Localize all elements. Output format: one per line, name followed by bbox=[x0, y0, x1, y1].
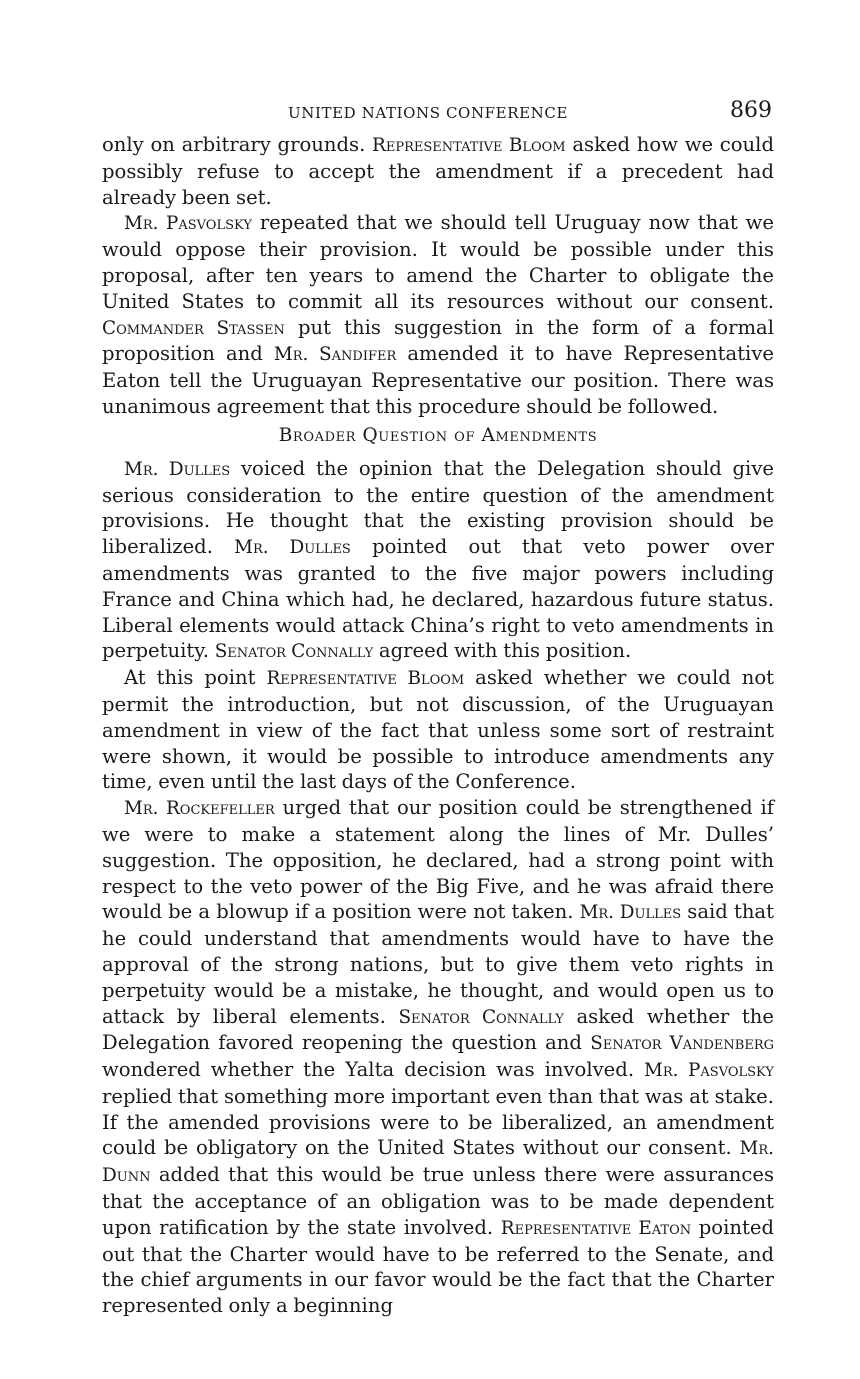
speaker-name: Mr. Dulles bbox=[124, 458, 231, 480]
speaker-name: Mr. Dunn bbox=[102, 1138, 774, 1187]
running-title: UNITED NATIONS CONFERENCE bbox=[288, 104, 569, 122]
paragraph-2 bbox=[102, 210, 774, 419]
text-run: pointed out that veto power over amendments was granted to the five major powers including France and China which had, he declared, hazardous future status. Liberal elements would attack China’s right to veto amendments in perpetuity. bbox=[102, 535, 774, 663]
text-run: only on arbitrary grounds. bbox=[102, 133, 373, 156]
text-run: agreed with this position. bbox=[373, 639, 632, 663]
speaker-name: Representative Bloom bbox=[372, 135, 566, 156]
text-run: pointed out that the Charter would have to be referred to the Senate, and the chief arguments in our favor would be the fact that the Charter represented only a beginning bbox=[102, 1215, 774, 1318]
text-run: amended it to have Representative Eaton tell the Uruguayan Representative our position. There was unanimous agreement that this procedure should be followed. bbox=[102, 342, 774, 418]
text-run: said that he could understand that amendments would have to have the approval of the strong nations, but to give them veto rights in perpetuity would be a mistake, he thought, and would open us to attack by liberal elements. bbox=[102, 900, 774, 1028]
paragraph-3 bbox=[102, 456, 774, 665]
speaker-name: Mr. Rockefeller bbox=[124, 798, 275, 820]
paragraph-1 bbox=[102, 132, 774, 210]
text-run: asked how we could possibly refuse to accept the amendment if a precedent had already been set. bbox=[102, 133, 774, 209]
text-run: repeated that we should tell Uruguay now that we would oppose their provision. It would be possible under this proposal, after ten years to amend the Charter to obligate the United States to commit all its resources without our consent. bbox=[102, 211, 774, 313]
speaker-name: Senator Connally bbox=[398, 1006, 564, 1028]
text-run: At this point bbox=[124, 666, 267, 690]
speaker-name: Representative Eaton bbox=[500, 1217, 692, 1239]
paragraph-4 bbox=[102, 665, 774, 795]
speaker-name: Mr. Sandifer bbox=[273, 344, 397, 366]
section-heading: Broader Question of Amendments bbox=[278, 424, 598, 446]
speaker-name: Mr. Pasvolsky bbox=[644, 1060, 775, 1082]
text-run: replied that something more important even than that was at stake. If the amended provisions were to be liberalized, an amendment could be obligatory on the United States without our consent. bbox=[102, 1084, 774, 1160]
text-run: urged that our position could be strengthened if we were to make a statement along the lines of Mr. Dulles’ suggestion. The opposition, he declared, had a strong point with respect to the veto power of the Big Five, and he was afraid there would be a blowup if a position were not taken. bbox=[102, 796, 774, 924]
text-run: put this suggestion in the form of a formal proposition and bbox=[102, 315, 774, 366]
text-run: asked whether the Delegation favored reopening the question and bbox=[102, 1004, 774, 1055]
paragraph-5 bbox=[102, 795, 774, 1319]
document-page bbox=[102, 96, 774, 1319]
speaker-name: Senator Vandenberg bbox=[590, 1033, 774, 1055]
speaker-name: Mr. Dulles bbox=[579, 902, 682, 924]
text-run: asked whether we could not permit the introduction, but not discussion, of the Uruguayan amendment in view of the fact that unless some sort of restraint were shown, it would be possible to introduce amendments any time, even until the last days of the Conference. bbox=[102, 666, 775, 794]
speaker-name: Senator Connally bbox=[214, 641, 374, 663]
speaker-name: Commander Stassen bbox=[102, 317, 285, 339]
speaker-name: Mr. Dulles bbox=[234, 537, 351, 559]
running-header bbox=[102, 96, 774, 132]
speaker-name: Mr. Pasvolsky bbox=[124, 213, 252, 235]
text-run: added that this would be true unless there were assurances that the acceptance of an obligation was to be made dependent upon ratification by the state involved. bbox=[102, 1163, 774, 1239]
speaker-name: Representative Bloom bbox=[266, 668, 465, 690]
text-run: wondered whether the Yalta decision was involved. bbox=[102, 1058, 644, 1082]
text-run: voiced the opinion that the Delegation should give serious consideration to the entire question of the amendment provisions. He thought that the existing provision should be liberalized. bbox=[102, 456, 774, 559]
page-number: 869 bbox=[730, 98, 772, 123]
